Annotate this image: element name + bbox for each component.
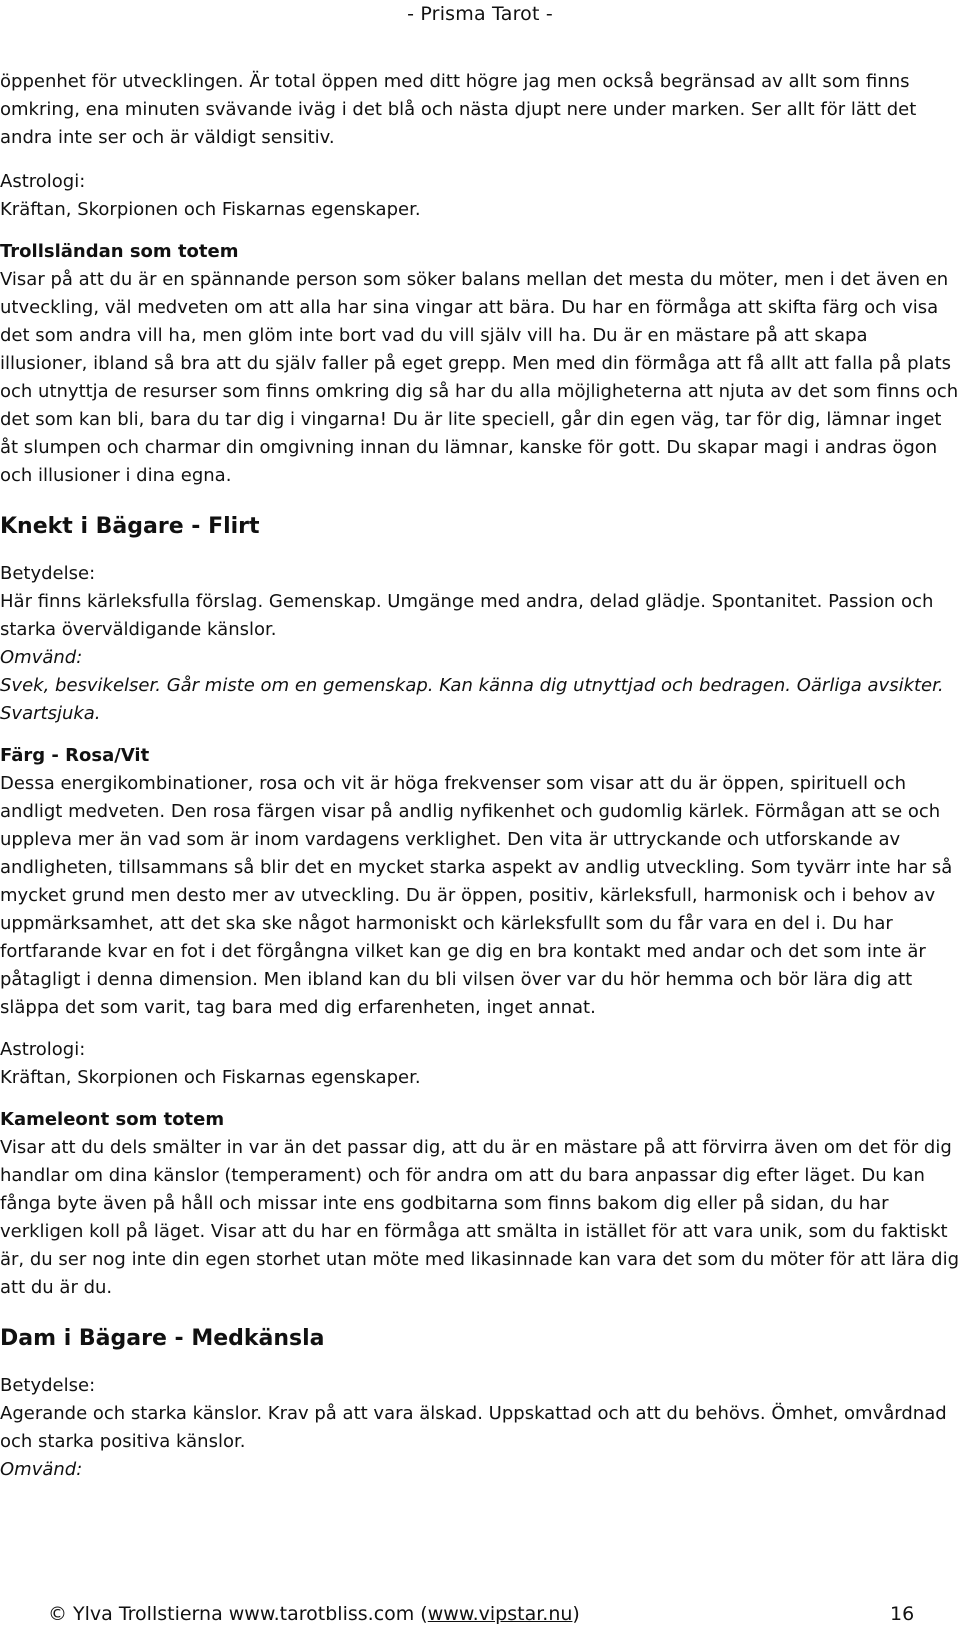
section-title-dam: Dam i Bägare - Medkänsla	[0, 1326, 325, 1351]
footer-vipstar-link[interactable]: www.vipstar.nu	[427, 1603, 573, 1625]
page-number: 16	[890, 1603, 915, 1625]
page-content	[0, 68, 960, 1484]
intro-paragraph: öppenhet för utvecklingen. Är total öppen med ditt högre jag men också begränsad av allt som finns omkring, ena minuten svävande iväg i det blå och nästa djupt nere under marken. Ser allt för lätt det andra inte ser och är väldigt sensitiv.	[0, 71, 917, 148]
section-title-knekt: Knekt i Bägare - Flirt	[0, 514, 260, 539]
page-footer	[0, 1602, 960, 1632]
omvand-label-2: Omvänd:	[0, 1459, 83, 1480]
farg-heading: Färg - Rosa/Vit	[0, 745, 150, 766]
footer-copyright-text: © Ylva Trollstierna www.tarotbliss.com (	[48, 1603, 428, 1625]
astrologi-text-2: Kräftan, Skorpionen och Fiskarnas egenskaper.	[0, 1067, 421, 1088]
totem-paragraph: Visar på att du är en spännande person som söker balans mellan det mesta du möter, men i det även en utveckling, väl medveten om att alla har sina vingar att bära. Du har en förmåga att skifta färg och visa det som andra vill ha, men glöm inte bort vad du vill själv vill ha. Du är en mästare på att skapa illusioner, ibland så bra att du själv faller på eget grepp. Men med din förmåga att få allt att falla på plats och utnyttja de resurser som finns omkring dig så har du alla möjligheterna att njuta av det som finns och det som kan bli, bara du tar dig i vingarna! Du är lite speciell, går din egen väg, tar för dig, lämnar inget åt slumpen och charmar din omgivning innan du lämnar, kanske för gott. Du skapar magi i andras ögon och illusioner i dina egna.	[0, 269, 959, 486]
kameleont-paragraph: Visar att du dels smälter in var än det passar dig, att du är en mästare på att förvirra även om det för dig handlar om dina känslor (temperament) och för andra om att du bara anpassar dig efter läget. Du kan fånga byte även på håll och missar inte ens godbitarna som finns bakom dig eller på sidan, du har verkligen koll på läget. Visar att du har en förmåga att smälta in istället för att vara unik, som du faktiskt är, du ser nog inte din egen storhet utan möte med likasinnade kan vara det som du möter för att lära dig att du är du.	[0, 1137, 960, 1298]
astrologi-label: Astrologi:	[0, 171, 86, 192]
betydelse-text-2: Agerande och starka känslor. Krav på att vara älskad. Uppskattad och att du behövs. Ömhet, omvårdnad och starka positiva känslor.	[0, 1403, 947, 1452]
totem-heading: Trollsländan som totem	[0, 241, 239, 262]
astrologi-label-2: Astrologi:	[0, 1039, 86, 1060]
betydelse-label-2: Betydelse:	[0, 1375, 96, 1396]
page-header: - Prisma Tarot -	[407, 3, 553, 25]
omvand-text: Svek, besvikelser. Går miste om en gemenskap. Kan känna dig utnyttjad och bedragen. Oärliga avsikter. Svartsjuka.	[0, 675, 944, 724]
farg-paragraph: Dessa energikombinationer, rosa och vit är höga frekvenser som visar att du är öppen, spirituell och andligt medveten. Den rosa färgen visar på andlig nyfikenhet och gudomlig kärlek. Förmågan att se och uppleva mer än vad som är inom vardagens verklighet. Den vita är uttryckande och utforskande av andligheten, tillsammans så blir det en mycket starka aspekt av andlig utveckling. Som tyvärr inte har så mycket grund men desto mer av utveckling. Du är öppen, positiv, kärleksfull, harmonisk och i behov av uppmärksamhet, att det ska ske något harmoniskt och kärleksfullt som du får vara en del i. Du har fortfarande kvar en fot i det förgångna vilket kan ge dig en bra kontakt med andar och det som inte är påtagligt i denna dimension. Men ibland kan du bli vilsen över var du hör hemma och bör lära dig att släppa det som varit, tag bara med dig erfarenheten, inget annat.	[0, 773, 953, 1018]
footer-close-paren: )	[572, 1603, 580, 1625]
kameleont-heading: Kameleont som totem	[0, 1109, 225, 1130]
omvand-label: Omvänd:	[0, 647, 83, 668]
footer-copyright	[48, 1602, 580, 1626]
betydelse-label: Betydelse:	[0, 563, 96, 584]
betydelse-text: Här finns kärleksfulla förslag. Gemenskap. Umgänge med andra, delad glädje. Spontanitet. Passion och starka överväldigande känslor.	[0, 591, 934, 640]
astrologi-text: Kräftan, Skorpionen och Fiskarnas egenskaper.	[0, 199, 421, 220]
